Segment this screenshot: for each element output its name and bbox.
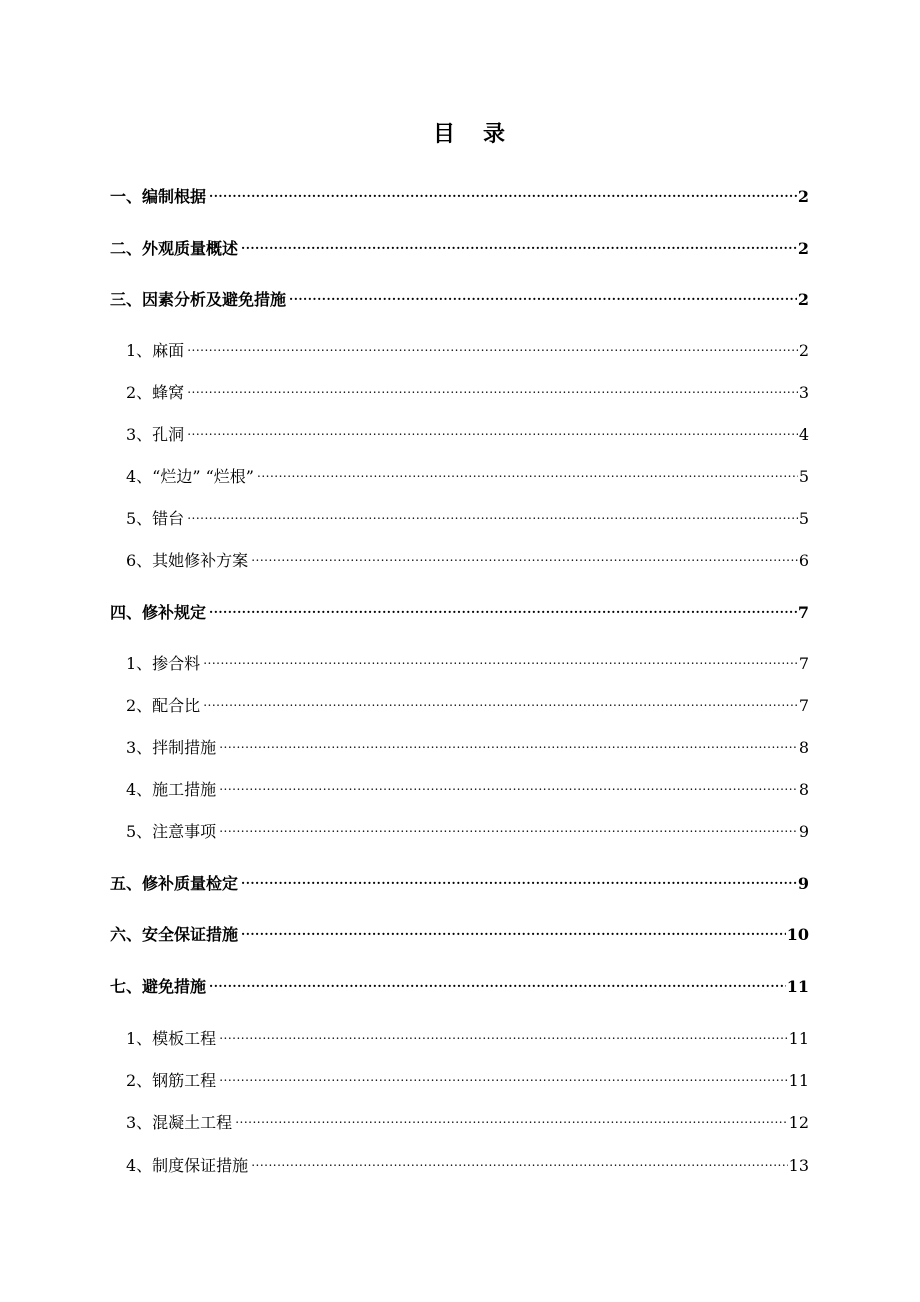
toc-entry[interactable] <box>126 729 809 757</box>
toc-entry[interactable] <box>126 500 809 528</box>
toc-entry-label: 一、编制根据 <box>110 187 207 206</box>
dot-leader <box>235 1104 787 1128</box>
toc-entry[interactable] <box>126 645 809 673</box>
toc-entry[interactable] <box>126 542 809 570</box>
toc-entry-page: 8 <box>798 780 809 799</box>
toc-entry-label: 4、施工措施 <box>126 780 217 799</box>
toc-entry[interactable] <box>126 1062 809 1090</box>
toc-entry[interactable] <box>126 687 809 715</box>
toc-entry[interactable] <box>110 865 809 893</box>
toc-title: 目录 <box>432 121 533 147</box>
toc-entry-page: 10 <box>786 925 809 944</box>
dot-leader <box>187 374 798 398</box>
toc-entry-page: 2 <box>797 290 809 309</box>
toc-entry-page: 7 <box>798 696 809 715</box>
toc-entry-label: 6、其她修补方案 <box>126 551 249 570</box>
toc-entry-page: 7 <box>798 654 809 673</box>
dot-leader <box>241 230 797 254</box>
toc-entry-page: 2 <box>798 341 809 360</box>
dot-leader <box>203 645 798 669</box>
toc-entry-page: 12 <box>788 1113 809 1132</box>
dot-leader <box>251 1147 787 1171</box>
toc-entry[interactable] <box>110 916 809 944</box>
toc-entry[interactable] <box>126 458 809 486</box>
dot-leader <box>241 916 786 940</box>
toc-entry[interactable] <box>110 230 809 258</box>
toc-entry-label: 四、修补规定 <box>110 603 207 622</box>
toc-entry-page: 5 <box>798 509 809 528</box>
toc-entry-label: 1、麻面 <box>126 341 185 360</box>
toc-entry-page: 2 <box>797 239 809 258</box>
toc-entry-label: 七、避免措施 <box>110 977 207 996</box>
dot-leader <box>257 458 798 482</box>
dot-leader <box>209 968 786 992</box>
toc-entry[interactable] <box>126 1104 809 1132</box>
toc-entry-page: 8 <box>798 738 809 757</box>
toc-entry[interactable] <box>110 178 809 206</box>
toc-entry-label: 4、“烂边” “烂根” <box>126 467 254 486</box>
toc-entry-page: 11 <box>788 1029 809 1048</box>
toc-entry-page: 7 <box>797 603 809 622</box>
dot-leader <box>209 178 797 202</box>
toc-entry[interactable] <box>126 374 809 402</box>
toc-entry-label: 2、蜂窝 <box>126 383 185 402</box>
dot-leader <box>187 332 798 356</box>
dot-leader <box>203 687 798 711</box>
dot-leader <box>219 813 798 837</box>
toc-entry[interactable] <box>110 281 809 309</box>
dot-leader <box>289 281 797 305</box>
toc-entry-label: 二、外观质量概述 <box>110 239 239 258</box>
toc-entry-label: 2、钢筋工程 <box>126 1071 217 1090</box>
toc-entry-label: 3、孔洞 <box>126 425 185 444</box>
toc-entry[interactable] <box>126 1020 809 1048</box>
toc-entry[interactable] <box>126 332 809 360</box>
dot-leader <box>219 771 798 795</box>
dot-leader <box>219 1062 787 1086</box>
toc-entry-page: 5 <box>798 467 809 486</box>
toc-entry-label: 5、注意事项 <box>126 822 217 841</box>
dot-leader <box>219 729 798 753</box>
toc-entry-label: 5、错台 <box>126 509 185 528</box>
toc-entry-page: 9 <box>798 822 809 841</box>
toc-entry[interactable] <box>126 813 809 841</box>
toc-entry-label: 三、因素分析及避免措施 <box>110 290 287 309</box>
toc-entry-page: 11 <box>786 977 809 996</box>
toc-entry[interactable] <box>110 594 809 622</box>
toc-entry-label: 1、模板工程 <box>126 1029 217 1048</box>
toc-entry-label: 六、安全保证措施 <box>110 925 239 944</box>
toc-entry[interactable] <box>126 416 809 444</box>
dot-leader <box>209 594 797 618</box>
toc-entry-page: 11 <box>788 1071 809 1090</box>
toc-entry-label: 1、掺合料 <box>126 654 201 673</box>
toc-entry-page: 2 <box>797 187 809 206</box>
toc-entry-label: 4、制度保证措施 <box>126 1156 249 1175</box>
dot-leader <box>251 542 798 566</box>
toc-entry-label: 3、混凝土工程 <box>126 1113 233 1132</box>
toc-entry-page: 9 <box>797 874 809 893</box>
toc-entry[interactable] <box>126 1147 809 1175</box>
toc-entry-page: 6 <box>798 551 809 570</box>
toc-entry-label: 五、修补质量检定 <box>110 874 239 893</box>
toc-entry-page: 13 <box>788 1156 809 1175</box>
dot-leader <box>219 1020 787 1044</box>
toc-entry-page: 3 <box>798 383 809 402</box>
dot-leader <box>187 416 798 440</box>
toc-entry-label: 2、配合比 <box>126 696 201 715</box>
toc-entry[interactable] <box>110 968 809 996</box>
toc-entry-page: 4 <box>798 425 809 444</box>
toc-entry[interactable] <box>126 771 809 799</box>
dot-leader <box>241 865 797 889</box>
toc-entry-label: 3、拌制措施 <box>126 738 217 757</box>
dot-leader <box>187 500 798 524</box>
